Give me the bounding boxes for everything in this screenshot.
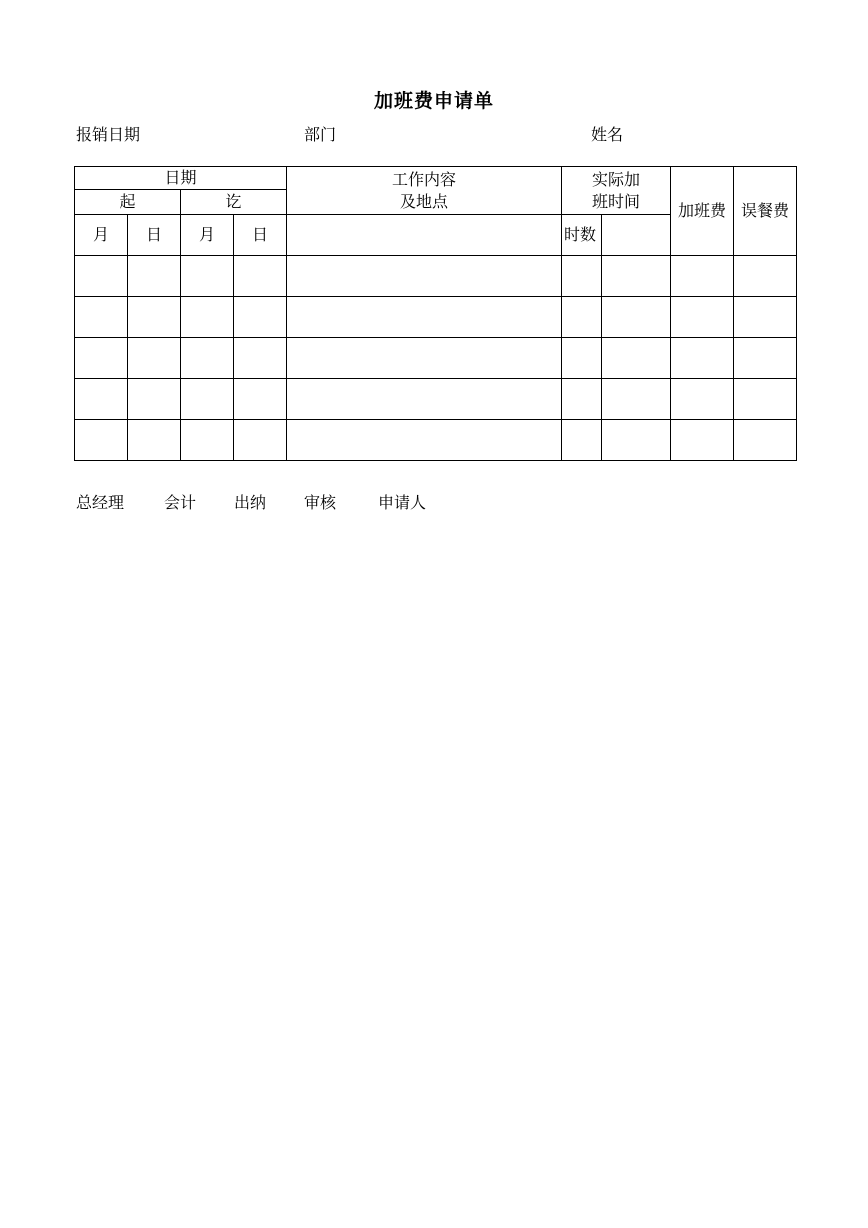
cell-to-month[interactable] [181,338,234,379]
cell-hours[interactable] [562,379,602,420]
cell-from-month[interactable] [75,338,128,379]
cashier-label: 出纳 [234,493,267,512]
cell-meal-fee[interactable] [734,338,797,379]
cell-from-month[interactable] [75,379,128,420]
cell-actual-time[interactable] [602,256,671,297]
actual-time-header [562,167,671,215]
cell-from-day[interactable] [128,297,181,338]
cell-hours[interactable] [562,420,602,461]
cell-from-day[interactable] [128,256,181,297]
cell-actual-time[interactable] [602,420,671,461]
work-content-line1: 工作内容 [392,169,457,189]
cell-meal-fee[interactable] [734,297,797,338]
cell-actual-time[interactable] [602,338,671,379]
from-header: 起 [75,190,181,215]
overtime-fee-header: 加班费 [671,167,734,256]
from-month-header: 月 [75,215,128,256]
cell-hours[interactable] [562,297,602,338]
cell-to-day[interactable] [234,256,287,297]
cell-actual-time[interactable] [602,297,671,338]
from-day-header: 日 [128,215,181,256]
cell-from-day[interactable] [128,379,181,420]
table-row [75,297,797,338]
cell-work-content[interactable] [287,256,562,297]
form-title: 加班费申请单 [373,90,494,112]
cell-hours[interactable] [562,256,602,297]
cell-to-day[interactable] [234,297,287,338]
name-label: 姓名 [591,125,624,144]
department-label: 部门 [304,125,337,144]
cell-from-day[interactable] [128,420,181,461]
actual-time-line1: 实际加 [592,169,641,189]
cell-hours[interactable] [562,338,602,379]
cell-work-content[interactable] [287,297,562,338]
cell-to-day[interactable] [234,420,287,461]
cell-overtime-fee[interactable] [671,420,734,461]
cell-from-month[interactable] [75,420,128,461]
overtime-form-table [74,166,797,461]
general-manager-label: 总经理 [76,493,125,512]
reviewer-label: 审核 [304,493,337,512]
cell-to-day[interactable] [234,379,287,420]
cell-actual-time[interactable] [602,379,671,420]
cell-from-month[interactable] [75,297,128,338]
table-row [75,338,797,379]
cell-meal-fee[interactable] [734,256,797,297]
cell-meal-fee[interactable] [734,420,797,461]
cell-to-month[interactable] [181,379,234,420]
cell-overtime-fee[interactable] [671,297,734,338]
cell-work-content[interactable] [287,338,562,379]
accountant-label: 会计 [164,493,197,512]
meal-fee-header: 误餐费 [734,167,797,256]
applicant-label: 申请人 [378,493,427,512]
work-content-line2: 及地点 [400,191,449,211]
table-row [75,256,797,297]
cell-to-month[interactable] [181,256,234,297]
cell-overtime-fee[interactable] [671,256,734,297]
work-content-blank [287,215,562,256]
cell-meal-fee[interactable] [734,379,797,420]
to-header: 讫 [181,190,287,215]
hours-blank [602,215,671,256]
cell-overtime-fee[interactable] [671,379,734,420]
table-row [75,420,797,461]
hours-header: 时数 [562,215,602,256]
cell-from-day[interactable] [128,338,181,379]
cell-from-month[interactable] [75,256,128,297]
work-content-header [287,167,562,215]
actual-time-line2: 班时间 [592,191,641,211]
reimbursement-date-label: 报销日期 [76,125,141,144]
to-day-header: 日 [234,215,287,256]
cell-to-month[interactable] [181,297,234,338]
table-row [75,379,797,420]
cell-to-day[interactable] [234,338,287,379]
to-month-header: 月 [181,215,234,256]
cell-work-content[interactable] [287,420,562,461]
cell-overtime-fee[interactable] [671,338,734,379]
date-header: 日期 [75,167,287,190]
cell-to-month[interactable] [181,420,234,461]
cell-work-content[interactable] [287,379,562,420]
